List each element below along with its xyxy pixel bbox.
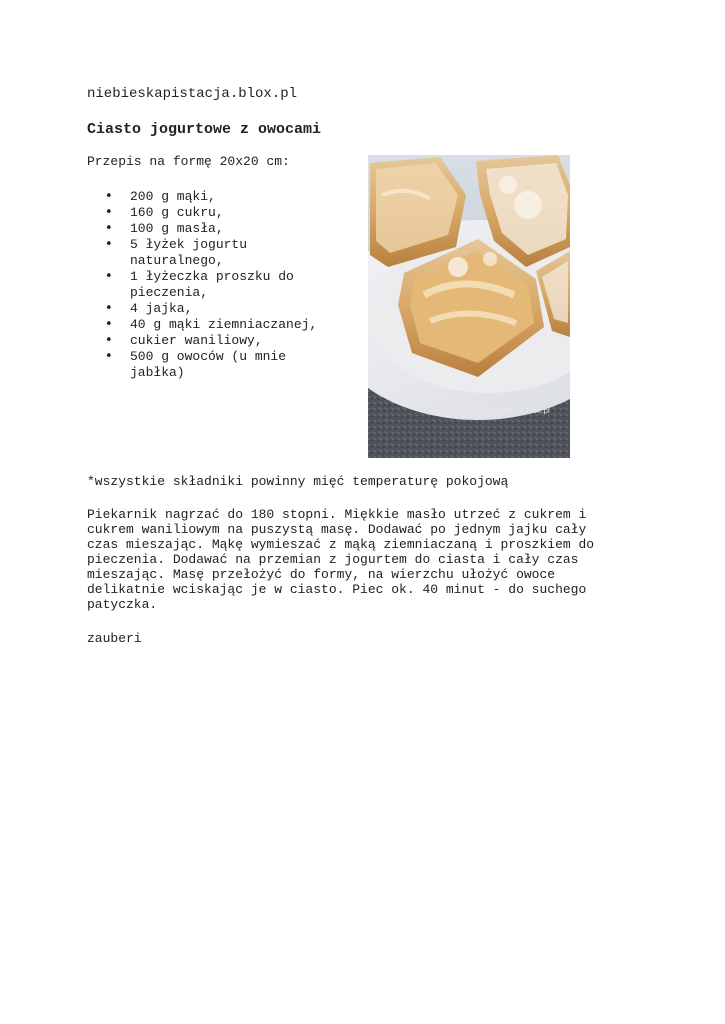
ingredient-text: 40 g mąki ziemniaczanej,: [130, 317, 318, 332]
method-line: delikatnie wciskając je w ciasto. Piec ok. 40 minut - do suchego: [87, 582, 587, 597]
ingredient-list: [87, 189, 337, 381]
ingredient-item: [87, 221, 337, 237]
author-name: zauberi: [87, 631, 142, 646]
ingredient-item: [87, 237, 337, 269]
method-line: mieszając. Masę przełożyć do formy, na wierzchu ułożyć owoce: [87, 567, 556, 582]
method-line: Piekarnik nagrzać do 180 stopni. Miękkie masło utrzeć z cukrem i: [87, 507, 587, 522]
bullet-icon: •: [105, 205, 113, 220]
temperature-note: *wszystkie składniki powinny mięć temperaturę pokojową: [87, 474, 509, 489]
bullet-icon: •: [105, 269, 113, 284]
ingredient-text: pieczenia,: [130, 285, 209, 300]
bullet-icon: •: [105, 221, 113, 236]
ingredient-text: 1 łyżeczka proszku do: [130, 269, 294, 284]
bullet-icon: •: [105, 301, 113, 316]
ingredient-text: 5 łyżek jogurtu: [130, 237, 248, 252]
ingredient-item: [87, 317, 337, 333]
ingredient-text: 160 g cukru,: [130, 205, 224, 220]
bullet-icon: •: [105, 317, 113, 332]
ingredient-text: 100 g masła,: [130, 221, 224, 236]
bullet-icon: •: [105, 189, 113, 204]
method-line: czas mieszając. Mąkę wymieszać z mąką ziemniaczaną i proszkiem do: [87, 537, 595, 552]
ingredient-item: [87, 333, 337, 349]
ingredient-text: 500 g owoców (u mnie: [130, 349, 287, 364]
ingredient-item: [87, 349, 337, 381]
ingredient-text: 4 jajka,: [130, 301, 193, 316]
recipe-intro: Przepis na formę 20x20 cm:: [87, 154, 290, 169]
ingredient-text: naturalnego,: [130, 253, 224, 268]
bullet-icon: •: [105, 237, 113, 252]
ingredient-item: [87, 301, 337, 317]
cake-photo: [368, 155, 570, 458]
ingredient-item: [87, 269, 337, 301]
ingredient-item: [87, 189, 337, 205]
method-paragraph: [87, 507, 627, 612]
ingredient-text: 200 g mąki,: [130, 189, 216, 204]
ingredient-item: [87, 205, 337, 221]
recipe-title: Ciasto jogurtowe z owocami: [87, 121, 322, 138]
method-line: pieczenia. Dodawać na przemian z jogurtem do ciasta i cały czas: [87, 552, 579, 567]
ingredient-text: cukier waniliowy,: [130, 333, 263, 348]
photo-watermark: niebieskapistacja.blox.pl: [464, 407, 550, 415]
site-url: niebieskapistacja.blox.pl: [87, 86, 298, 102]
method-line: patyczka.: [87, 597, 158, 612]
ingredient-text: jabłka): [130, 365, 185, 380]
bullet-icon: •: [105, 333, 113, 348]
bullet-icon: •: [105, 349, 113, 364]
method-line: cukrem waniliowym na puszystą masę. Dodawać po jednym jajku cały: [87, 522, 587, 537]
